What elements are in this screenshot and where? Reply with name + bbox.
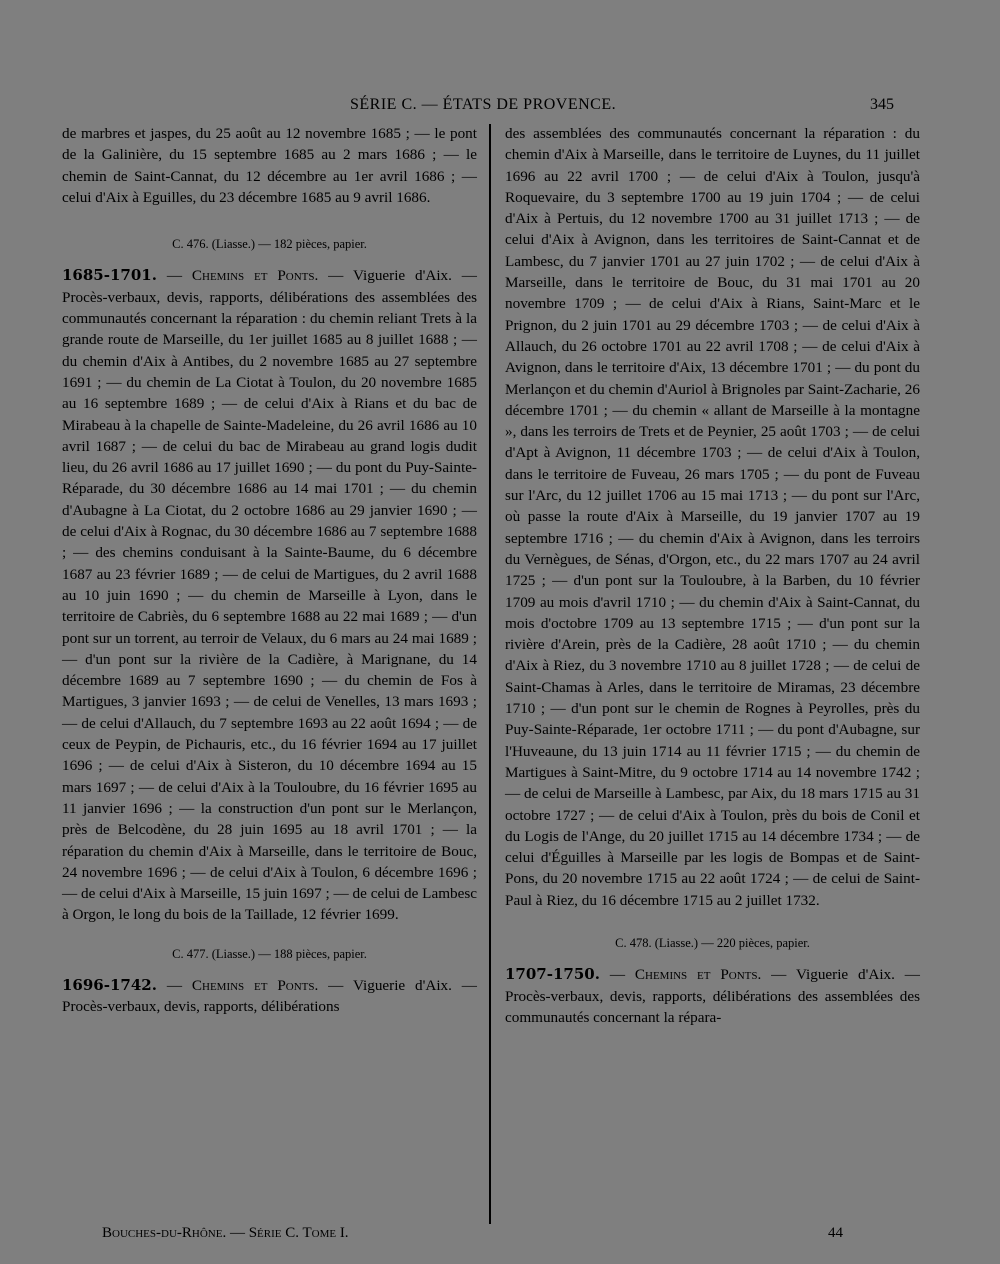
notice-c478: C. 478. (Liasse.) — 220 pièces, papier. xyxy=(615,935,810,950)
entry-c478 xyxy=(505,964,920,1028)
entry-c477 xyxy=(62,975,477,1018)
entry-c478-heading: — Chemins et Ponts. — xyxy=(609,966,787,984)
footer-volume-label: Bouches-du-Rhône. — Série C. Tome I. xyxy=(102,1225,349,1241)
entry-c478-body: Viguerie d'Aix. — Procès-verbaux, devis, rapports, délibérations des assemblées des communautés concernant la répara- xyxy=(505,966,920,1026)
entry-c477-heading: — Chemins et Ponts. — xyxy=(166,976,344,994)
entry-c476-dates: 1685-1701. xyxy=(62,266,157,285)
left-continuation-paragraph: de marbres et jaspes, du 25 août au 12 novembre 1685 ; — le pont de la Galinière, du 15 septembre 1685 au 2 mars 1686 ; — le chemin de Saint-Cannat, du 12 décembre au 1er avril 1686 ; — celui d'Aix à Eguilles, du 23 décembre 1685 au 9 avril 1686. xyxy=(62,125,477,206)
page-header xyxy=(0,96,1000,120)
running-title: SÉRIE C. — ÉTATS DE PROVENCE. xyxy=(350,96,617,113)
notice-c476: C. 476. (Liasse.) — 182 pièces, papier. xyxy=(172,237,367,252)
entry-c477-dates: 1696-1742. xyxy=(62,975,157,994)
right-column xyxy=(505,123,920,1028)
entry-c477-body: Viguerie d'Aix. — Procès-verbaux, devis, rapports, délibérations xyxy=(62,976,477,1016)
entry-c476 xyxy=(62,265,477,925)
column-divider xyxy=(489,124,491,1224)
entry-c478-dates: 1707-1750. xyxy=(505,965,600,984)
left-column xyxy=(62,123,477,1018)
notice-c477: C. 477. (Liasse.) — 188 pièces, papier. xyxy=(172,946,367,961)
page-number: 345 xyxy=(870,96,894,113)
entry-c476-heading: — Chemins et Ponts. — xyxy=(166,267,344,285)
page-footer xyxy=(0,1225,1000,1247)
entry-c476-body: Viguerie d'Aix. — Procès-verbaux, devis, rapports, délibérations des assemblées des communautés concernant la réparation : du chemin reliant Trets à la grande route de Marseille, du 1er juillet 1685 au 8 juillet 1688 ; — du chemin d'Aix à Antibes, du 2 novembre 1685 au 27 septembre 1691 ; — du chemin de La Ciotat à Toulon, du 20 novembre 1685 au 16 septembre 1689 ; — de celui d'Aix à Rians et du bac de Mirabeau à la chapelle de Sainte-Madeleine, du 26 avril 1686 au 10 avril 1687 ; — de celui du bac de Mirabeau au grand logis dudit lieu, du 26 avril 1686 au 17 juillet 1690 ; — du pont du Puy-Sainte-Réparade, du 30 décembre 1686 au 14 mai 1701 ; — du chemin d'Aubagne à La Ciotat, du 2 octobre 1686 au 29 janvier 1690 ; — de celui d'Aix à Rognac, du 30 décembre 1686 au 7 septembre 1688 ; — des chemins conduisant à la Sainte-Baume, du 6 décembre 1687 au 23 février 1689 ; — de celui de Martigues, du 2 avril 1688 au 10 juin 1690 ; — du chemin de Marseille à Lyon, dans le territoire de Cabriès, du 6 septembre 1688 au 22 mai 1689 ; — d'un pont sur un torrent, au terroir de Velaux, du 6 mars au 24 mai 1689 ; — d'un pont sur la rivière de la Cadière, à Marignane, du 14 décembre 1689 au 7 septembre 1690 ; — du chemin de Fos à Martigues, 3 janvier 1693 ; — de celui de Venelles, 13 mars 1693 ; — de celui d'Allauch, du 7 septembre 1693 au 22 août 1694 ; — de ceux de Peypin, de Pichauris, etc., du 16 février 1694 au 17 juillet 1696 ; — de celui d'Aix à Sisteron, du 10 décembre 1694 au 15 mars 1697 ; — de celui d'Aix à la Touloubre, du 16 février 1695 au 11 janvier 1696 ; — la construction d'un pont sur le Merlançon, près de Belcodène, du 28 juin 1695 au 18 avril 1701 ; — la réparation du chemin d'Aix à Marseille, dans le territoire de Bouc, 24 novembre 1696 ; — de celui d'Aix à Toulon, 6 décembre 1696 ; — de celui d'Aix à Marseille, 15 juin 1697 ; — de celui de Lambesc à Orgon, le long du bois de la Taillade, 12 février 1699. xyxy=(62,267,477,924)
right-continuation-paragraph: des assemblées des communautés concernant la réparation : du chemin d'Aix à Marseille, dans le territoire de Luynes, du 11 juillet 1696 au 22 avril 1700 ; — de celui d'Aix à Toulon, jusqu'à Roquevaire, du 3 septembre 1700 au 19 juin 1704 ; — de celui d'Aix à Pertuis, du 12 novembre 1700 au 31 juillet 1713 ; — de celui d'Aix à Avignon, dans les territoires de Saint-Cannat et de Lambesc, du 7 janvier 1701 au 27 juin 1702 ; — de celui d'Aix à Marseille, dans le territoire de Bouc, du 31 mai 1701 au 20 novembre 1709 ; — de celui d'Aix à Rians, Saint-Marc et le Prignon, du 2 juin 1701 au 29 décembre 1703 ; — de celui d'Aix à Allauch, du 26 octobre 1701 au 22 avril 1708 ; — de celui d'Aix à Avignon, dans le territoire d'Aix, 13 décembre 1701 ; — du pont du Merlançon et du chemin d'Auriol à Brignoles par Saint-Zacharie, 26 décembre 1701 ; — du chemin « allant de Marseille à la montagne », dans les terroirs de Trets et de Peynier, 25 août 1703 ; — de celui d'Apt à Avignon, 11 décembre 1703 ; — de celui d'Aix à Toulon, dans le territoire de Fuveau, 26 mars 1705 ; — du pont de Fuveau sur l'Arc, du 12 juillet 1706 au 15 mai 1713 ; — du pont sur l'Arc, où passe la route d'Aix à Marseille, du 19 janvier 1707 au 19 septembre 1716 ; — du chemin d'Aix à Avignon, dans les terroirs du Vernègues, de Sénas, d'Orgon, etc., du 22 mars 1707 au 24 avril 1725 ; — d'un pont sur la Touloubre, à la Barben, du 10 février 1709 au mois d'avril 1710 ; — du chemin d'Aix à Saint-Cannat, du mois d'octobre 1709 au 13 septembre 1715 ; — d'un pont sur la rivière d'Arein, près de la Cadière, 28 août 1710 ; — du chemin d'Aix à Riez, du 3 novembre 1710 au 8 juillet 1728 ; — de celui de Saint-Chamas à Arles, dans le territoire de Miramas, 23 décembre 1710 ; — d'un pont sur le chemin de Rognes à Peyrolles, près du Puy-Sainte-Réparade, 1er octobre 1711 ; — du pont d'Aubagne, sur l'Huveaune, du 13 juin 1714 au 11 février 1715 ; — du chemin de Martigues à Saint-Mitre, du 9 octobre 1714 au 14 novembre 1742 ; — de celui de Marseille à Lambesc, par Aix, du 18 mars 1715 au 31 octobre 1727 ; — de celui d'Aix à Toulon, près du bois de Conil et du Logis de l'Ange, du 20 juillet 1715 au 14 décembre 1734 ; — de celui d'Éguilles à Marseille par les logis de Bompas et de Saint-Pons, du 20 novembre 1715 au 22 août 1724 ; — de celui de Saint-Paul à Riez, du 16 décembre 1715 au 2 juillet 1732. xyxy=(505,125,920,909)
footer-signature-number: 44 xyxy=(828,1225,843,1241)
